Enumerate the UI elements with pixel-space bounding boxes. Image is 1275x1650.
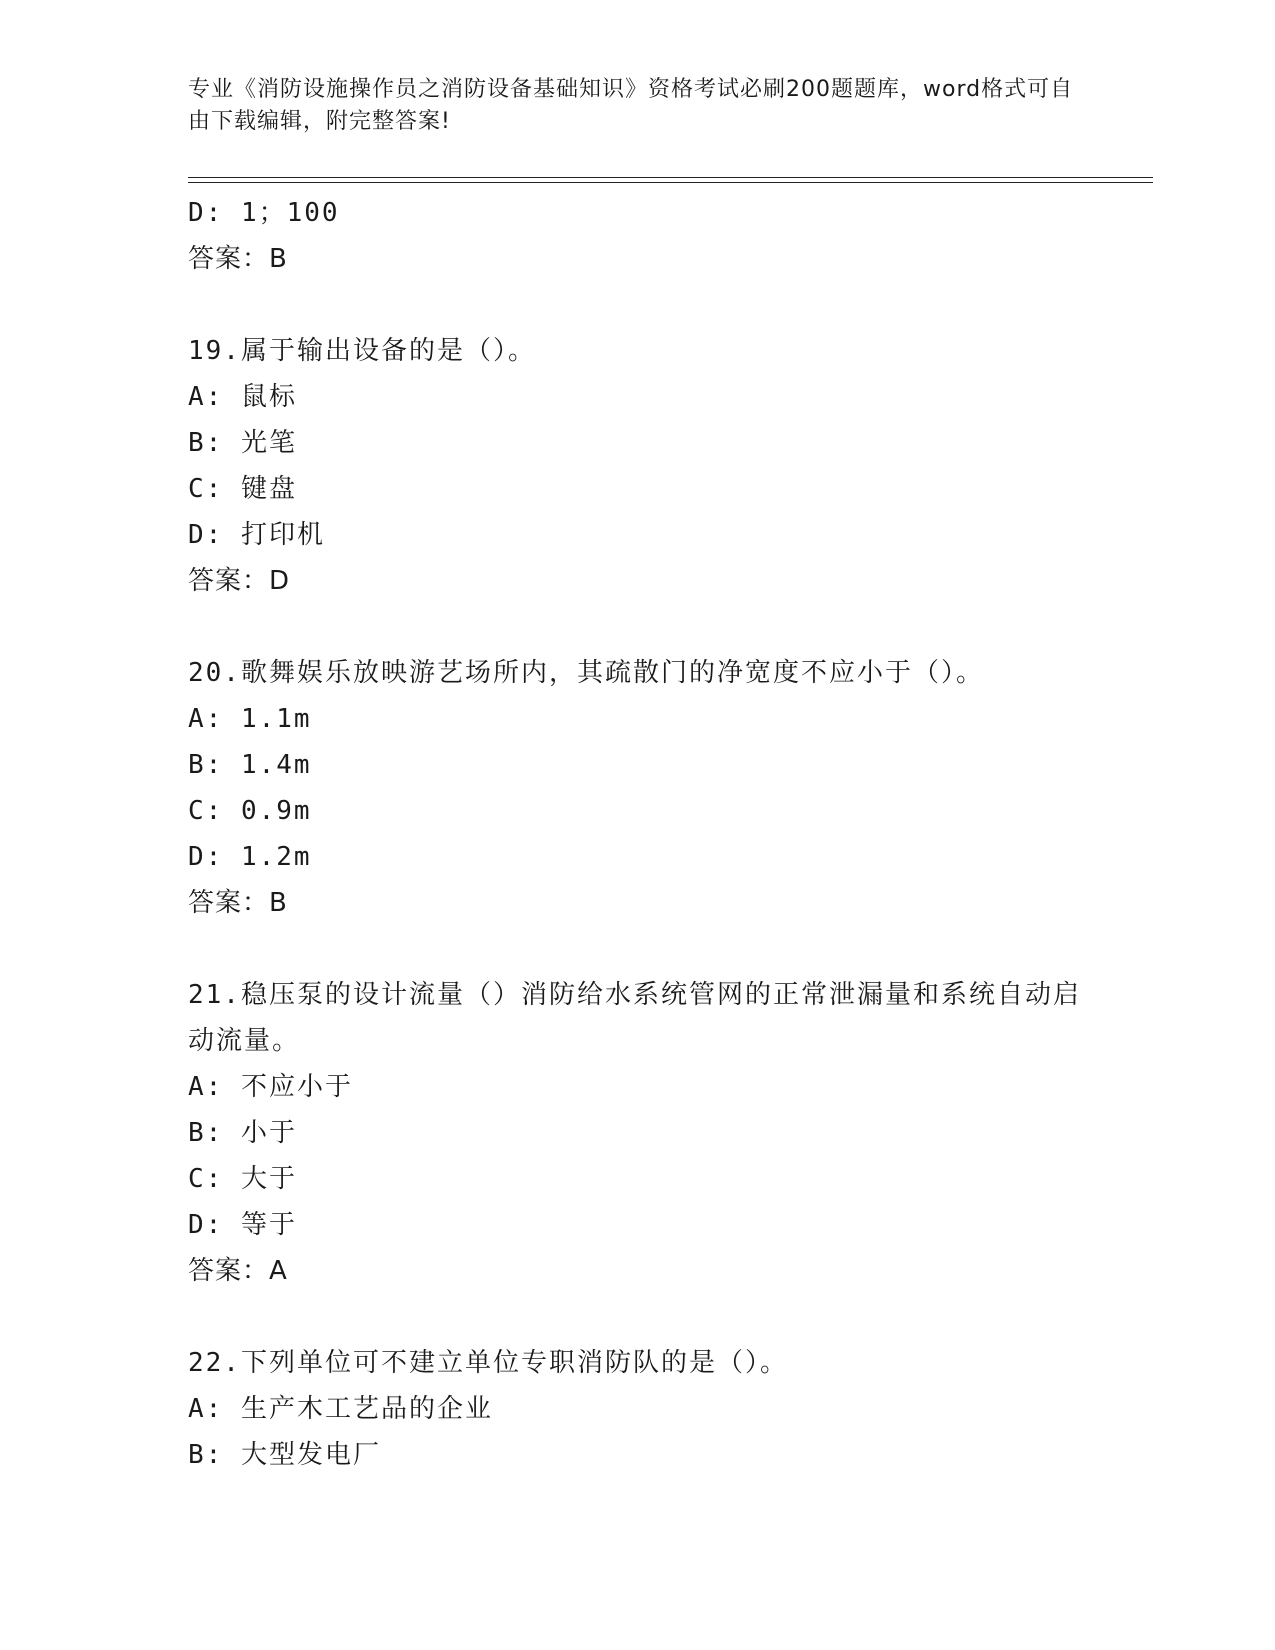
spacer [188, 282, 1138, 328]
question-21-text: 21.稳压泵的设计流量（）消防给水系统管网的正常泄漏量和系统自动启动流量。 [188, 980, 1081, 1056]
spacer [188, 604, 1138, 650]
question-21-option-c: C: 大于 [188, 1164, 297, 1194]
question-19-option-a: A: 鼠标 [188, 382, 297, 412]
question-20-option-b: B: 1.4m [188, 750, 312, 780]
question-content [188, 190, 1138, 1478]
question-21-answer: 答案：A [188, 1256, 288, 1286]
question-19-option-b: B: 光笔 [188, 428, 297, 458]
question-22-option-b: B: 大型发电厂 [188, 1440, 381, 1470]
option-d: D: 1；100 [188, 198, 340, 228]
answer-line: 答案：B [188, 244, 288, 274]
question-19-answer: 答案：D [188, 566, 291, 596]
question-21-option-b: B: 小于 [188, 1118, 297, 1148]
question-19-option-c: C: 键盘 [188, 474, 297, 504]
question-21-option-a: A: 不应小于 [188, 1072, 353, 1102]
question-20-option-a: A: 1.1m [188, 704, 312, 734]
question-22-option-a: A: 生产木工艺品的企业 [188, 1394, 493, 1424]
question-20-answer: 答案：B [188, 888, 288, 918]
document-header: 专业《消防设施操作员之消防设备基础知识》资格考试必刷200题题库，word格式可自由下载编辑，附完整答案! [188, 77, 1074, 134]
question-20-option-c: C: 0.9m [188, 796, 312, 826]
spacer [188, 1294, 1138, 1340]
question-22-text: 22.下列单位可不建立单位专职消防队的是（）。 [188, 1348, 788, 1378]
question-21-option-d: D: 等于 [188, 1210, 297, 1240]
question-19-option-d: D: 打印机 [188, 520, 325, 550]
header-divider-top [188, 177, 1153, 178]
question-19-text: 19.属于输出设备的是（）。 [188, 336, 536, 366]
question-20-text: 20.歌舞娱乐放映游艺场所内，其疏散门的净宽度不应小于（）。 [188, 658, 984, 688]
header-divider-bottom [188, 182, 1153, 183]
spacer [188, 926, 1138, 972]
question-20-option-d: D: 1.2m [188, 842, 312, 872]
